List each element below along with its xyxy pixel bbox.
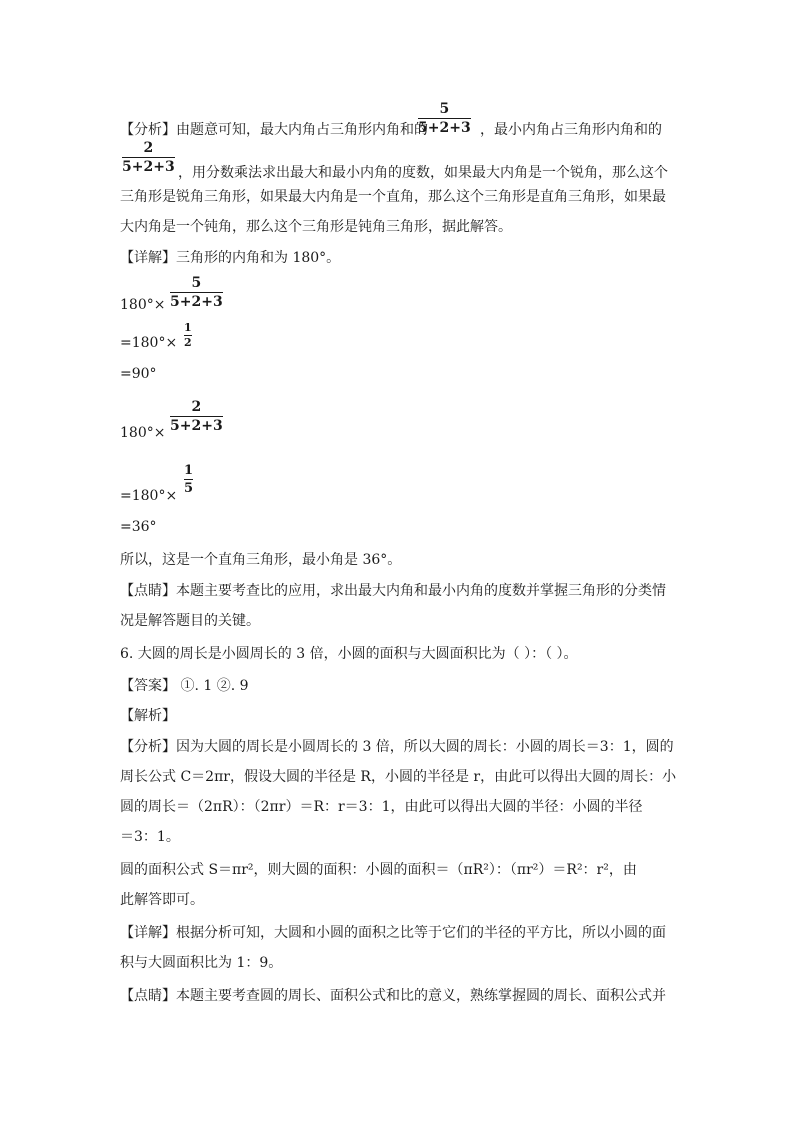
jiexi-heading: 【解析】: [120, 708, 176, 724]
fraction-denominator: 5+2+3: [122, 159, 175, 175]
comment-line-2: 况是解答题目的关键。: [120, 613, 260, 629]
comment-line-1: 【点睛】本题主要考查比的应用，求出最大内角和最小内角的度数并掌握三角形的分类情: [120, 583, 666, 599]
q6-detail-line-2: 积与大圆面积比为 1：9。: [120, 955, 283, 971]
calc-line-5: =180°×: [120, 488, 178, 504]
calc-line-1: 180°×: [120, 297, 166, 313]
fraction-denominator: 5: [184, 481, 194, 496]
q6-analysis-line-6: 此解答即可。: [120, 892, 204, 908]
analysis-line-1b: ，最小内角占三角形内角和的: [480, 122, 662, 138]
fraction-fifth: [184, 463, 193, 496]
fraction-numerator: 5: [191, 275, 202, 291]
detail-conclusion: 所以，这是一个直角三角形，最小角是 36°。: [120, 552, 402, 568]
fraction-max-share-calc: [170, 275, 223, 310]
detail-intro: 【详解】三角形的内角和为 180°。: [120, 250, 341, 266]
q6-analysis-line-4: ＝3：1。: [120, 829, 180, 845]
q6-analysis-line-3: 圆的周长＝（2πR）：（2πr）＝R：r＝3：1，由此可以得出大圆的半径：小圆的半径: [120, 799, 643, 815]
calc-line-4: 180°×: [120, 425, 166, 441]
fraction-bar: [170, 416, 223, 417]
fraction-numerator: 5: [439, 101, 450, 117]
answer-line: 【答案】 ①. 1 ②. 9: [120, 678, 249, 694]
q6-analysis-line-1: 【分析】因为大圆的周长是小圆周长的 3 倍，所以大圆的周长：小圆的周长＝3：1，圆的: [120, 739, 674, 755]
calc-line-3: =90°: [120, 366, 157, 382]
q6-comment-line-1: 【点睛】本题主要考查圆的周长、面积公式和比的意义，熟练掌握圆的周长、面积公式并: [120, 988, 666, 1004]
analysis-line-3: 三角形是锐角三角形，如果最大内角是一个直角，那么这个三角形是直角三角形，如果最: [120, 189, 666, 205]
q6-analysis-line-5: 圆的面积公式 S＝πr²，则大圆的面积：小圆的面积＝（πR²）：（πr²）＝R²：r²，由: [120, 862, 637, 878]
fraction-denominator: 5+2+3: [170, 294, 223, 310]
q6-analysis-line-2: 周长公式 C＝2πr，假设大圆的半径是 R，小圆的半径是 r，由此可以得出大圆的周长：小: [120, 769, 677, 785]
analysis-line-1a: 【分析】由题意可知，最大内角占三角形内角和的: [120, 122, 428, 138]
calc-line-6: =36°: [120, 519, 157, 535]
fraction-bar: [418, 118, 471, 119]
fraction-denominator: 5+2+3: [170, 418, 223, 434]
fraction-min-share: [122, 140, 175, 175]
calc-line-2: =180°×: [120, 335, 178, 351]
fraction-denominator: 5+2+3: [418, 120, 471, 136]
question-6: 6. 大圆的周长是小圆周长的 3 倍，小圆的面积与大圆面积比为（ ）：（ ）。: [120, 646, 578, 662]
fraction-max-share: [418, 101, 471, 136]
analysis-line-4: 大内角是一个钝角，那么这个三角形是钝角三角形，据此解答。: [120, 219, 512, 235]
q6-detail-line-1: 【详解】根据分析可知，大圆和小圆的面积之比等于它们的半径的平方比，所以小圆的面: [120, 925, 666, 941]
fraction-half: [184, 322, 192, 349]
fraction-numerator: 1: [184, 463, 194, 478]
fraction-bar: [184, 479, 193, 480]
fraction-bar: [122, 157, 175, 158]
fraction-min-share-calc: [170, 399, 223, 434]
fraction-bar: [170, 292, 223, 293]
fraction-numerator: 2: [191, 399, 202, 415]
fraction-numerator: 1: [184, 321, 192, 334]
fraction-denominator: 2: [184, 336, 192, 349]
analysis-line-2: ，用分数乘法求出最大和最小内角的度数，如果最大内角是一个锐角，那么这个: [178, 165, 668, 181]
fraction-numerator: 2: [143, 140, 154, 156]
